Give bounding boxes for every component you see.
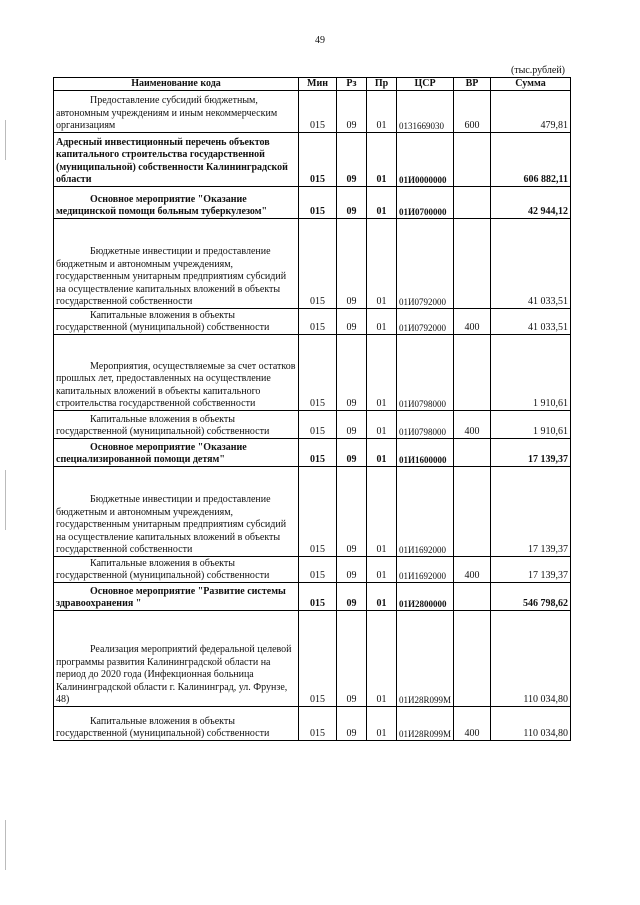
- table-row: [54, 335, 571, 411]
- row-min: 015: [299, 219, 337, 309]
- table-row: [54, 411, 571, 439]
- row-pr: 01: [367, 133, 397, 187]
- row-rz: 09: [337, 133, 367, 187]
- scan-edge-mark: [5, 120, 6, 160]
- row-name: Мероприятия, осуществляемые за счет остатков прошлых лет, предоставленных на осуществление капитальных вложений в объекты капитального строительства государственной собственности: [54, 335, 299, 411]
- row-min: 015: [299, 707, 337, 741]
- row-min: 015: [299, 309, 337, 335]
- row-csr: 01И1692000: [397, 467, 454, 557]
- row-name: Основное мероприятие "Оказание медицинской помощи больным туберкулезом": [54, 187, 299, 219]
- table-header-row: [54, 78, 571, 91]
- units-label: (тыс.рублей): [510, 65, 565, 76]
- row-sum: 110 034,80: [491, 707, 571, 741]
- row-min: 015: [299, 133, 337, 187]
- row-min: 015: [299, 411, 337, 439]
- row-rz: 09: [337, 187, 367, 219]
- row-sum: 110 034,80: [491, 611, 571, 707]
- row-pr: 01: [367, 611, 397, 707]
- row-csr: 01И0700000: [397, 187, 454, 219]
- column-header-sum: Сумма: [491, 78, 571, 91]
- column-header-pr: Пр: [367, 78, 397, 91]
- scan-edge-mark: [5, 470, 6, 530]
- table-row: [54, 219, 571, 309]
- row-vr: [454, 219, 491, 309]
- row-pr: 01: [367, 583, 397, 611]
- table-row: [54, 91, 571, 133]
- row-min: 015: [299, 439, 337, 467]
- row-name: Предоставление субсидий бюджетным, автономным учреждениям и иным некоммерческим организациям: [54, 91, 299, 133]
- row-vr: [454, 439, 491, 467]
- row-sum: 42 944,12: [491, 187, 571, 219]
- row-vr: 400: [454, 411, 491, 439]
- row-pr: 01: [367, 219, 397, 309]
- row-csr: 01И0792000: [397, 219, 454, 309]
- row-vr: [454, 133, 491, 187]
- row-rz: 09: [337, 335, 367, 411]
- row-vr: [454, 187, 491, 219]
- row-rz: 09: [337, 583, 367, 611]
- row-vr: [454, 467, 491, 557]
- row-name: Адресный инвестиционный перечень объектов капитального строительства государственной (муниципальной) собственности Калининградской области: [54, 133, 299, 187]
- row-sum: 17 139,37: [491, 439, 571, 467]
- column-header-name: Наименование кода: [54, 78, 299, 91]
- row-sum: 479,81: [491, 91, 571, 133]
- row-min: 015: [299, 583, 337, 611]
- row-name: Основное мероприятие "Развитие системы здравоохранения ": [54, 583, 299, 611]
- row-sum: 41 033,51: [491, 309, 571, 335]
- row-rz: 09: [337, 611, 367, 707]
- row-name: Капитальные вложения в объекты государственной (муниципальной) собственности: [54, 309, 299, 335]
- row-csr: 0131669030: [397, 91, 454, 133]
- table-row: [54, 187, 571, 219]
- row-min: 015: [299, 611, 337, 707]
- table-row: [54, 583, 571, 611]
- row-sum: 606 882,11: [491, 133, 571, 187]
- row-name: Бюджетные инвестиции и предоставление бюджетным и автономным учреждениям, государственным унитарным предприятиям субсидий на осуществление капитальных вложений в объекты государственной собственности: [54, 467, 299, 557]
- row-min: 015: [299, 335, 337, 411]
- table-row: [54, 611, 571, 707]
- row-csr: 01И1600000: [397, 439, 454, 467]
- budget-table: [53, 77, 571, 741]
- row-rz: 09: [337, 707, 367, 741]
- row-name: Основное мероприятие "Оказание специализированной помощи детям": [54, 439, 299, 467]
- row-pr: 01: [367, 187, 397, 219]
- table-row: [54, 707, 571, 741]
- row-pr: 01: [367, 91, 397, 133]
- row-rz: 09: [337, 309, 367, 335]
- row-min: 015: [299, 557, 337, 583]
- row-name: Капитальные вложения в объекты государственной (муниципальной) собственности: [54, 411, 299, 439]
- column-header-rz: Рз: [337, 78, 367, 91]
- row-csr: 01И0000000: [397, 133, 454, 187]
- row-vr: [454, 611, 491, 707]
- column-header-vr: ВР: [454, 78, 491, 91]
- row-pr: 01: [367, 335, 397, 411]
- row-sum: 41 033,51: [491, 219, 571, 309]
- row-min: 015: [299, 467, 337, 557]
- row-csr: 01И0792000: [397, 309, 454, 335]
- table-row: [54, 439, 571, 467]
- row-min: 015: [299, 91, 337, 133]
- row-pr: 01: [367, 309, 397, 335]
- row-sum: 17 139,37: [491, 467, 571, 557]
- row-vr: [454, 335, 491, 411]
- row-pr: 01: [367, 439, 397, 467]
- row-sum: 546 798,62: [491, 583, 571, 611]
- table-row: [54, 309, 571, 335]
- page-number: 49: [315, 35, 325, 46]
- row-csr: 01И1692000: [397, 557, 454, 583]
- row-rz: 09: [337, 219, 367, 309]
- row-sum: 1 910,61: [491, 335, 571, 411]
- row-pr: 01: [367, 557, 397, 583]
- row-min: 015: [299, 187, 337, 219]
- row-rz: 09: [337, 557, 367, 583]
- row-rz: 09: [337, 467, 367, 557]
- row-pr: 01: [367, 411, 397, 439]
- table-body: [54, 91, 571, 741]
- row-pr: 01: [367, 707, 397, 741]
- table-row: [54, 133, 571, 187]
- row-csr: 01И0798000: [397, 411, 454, 439]
- row-csr: 01И0798000: [397, 335, 454, 411]
- scan-edge-mark: [5, 820, 6, 870]
- row-vr: 400: [454, 557, 491, 583]
- row-name: Реализация мероприятий федеральной целевой программы развития Калининградской области на период до 2020 года (Инфекционная больница Калининградской области г. Калининград, ул. Фрунзе, 48): [54, 611, 299, 707]
- row-pr: 01: [367, 467, 397, 557]
- row-vr: 600: [454, 91, 491, 133]
- row-vr: 400: [454, 309, 491, 335]
- table-row: [54, 467, 571, 557]
- row-name: Капитальные вложения в объекты государственной (муниципальной) собственности: [54, 707, 299, 741]
- row-sum: 1 910,61: [491, 411, 571, 439]
- row-csr: 01И2800000: [397, 583, 454, 611]
- row-csr: 01И28R099M: [397, 611, 454, 707]
- row-vr: [454, 583, 491, 611]
- row-vr: 400: [454, 707, 491, 741]
- column-header-csr: ЦСР: [397, 78, 454, 91]
- row-sum: 17 139,37: [491, 557, 571, 583]
- table-row: [54, 557, 571, 583]
- row-name: Капитальные вложения в объекты государственной (муниципальной) собственности: [54, 557, 299, 583]
- row-rz: 09: [337, 411, 367, 439]
- row-csr: 01И28R099M: [397, 707, 454, 741]
- row-rz: 09: [337, 91, 367, 133]
- row-name: Бюджетные инвестиции и предоставление бюджетным и автономным учреждениям, государственным унитарным предприятиям субсидий на осуществление капитальных вложений в объекты государственной собственности: [54, 219, 299, 309]
- row-rz: 09: [337, 439, 367, 467]
- column-header-min: Мин: [299, 78, 337, 91]
